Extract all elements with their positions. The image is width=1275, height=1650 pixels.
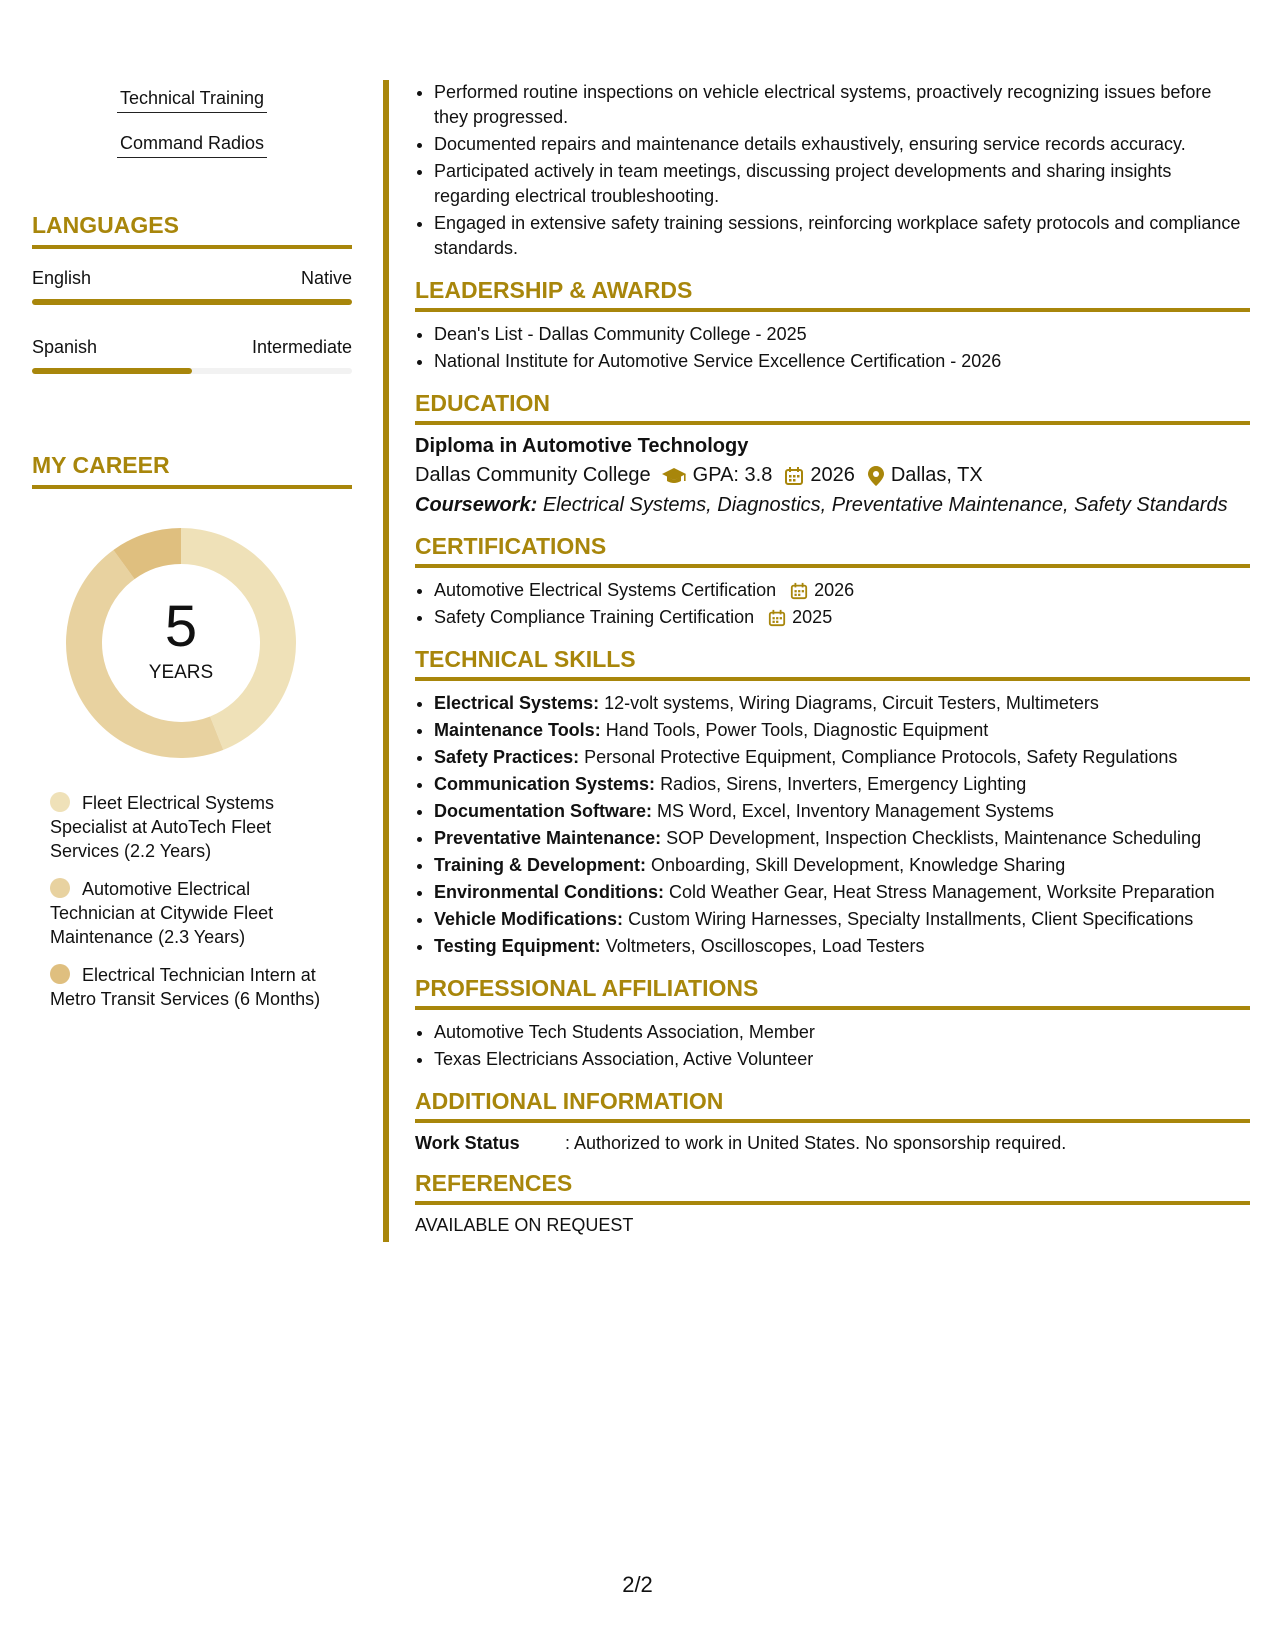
graduation-cap-icon (661, 466, 687, 486)
skill-value: SOP Development, Inspection Checklists, Maintenance Scheduling (666, 828, 1202, 848)
list-item (434, 691, 1250, 716)
certifications-list (415, 578, 1250, 630)
skill-value: Onboarding, Skill Development, Knowledge Sharing (651, 855, 1066, 875)
cert-name: • Automotive Electrical Systems Certification (434, 580, 777, 600)
degree-title: Diploma in Automotive Technology (415, 435, 749, 457)
skill-value: Hand Tools, Power Tools, Diagnostic Equipment (605, 720, 989, 740)
skill-label: Training & Development: (434, 855, 647, 875)
education-heading: EDUCATION (415, 390, 1250, 425)
cert-year: 2026 (814, 580, 855, 600)
map-pin-icon (867, 465, 885, 487)
legend-dot (50, 792, 70, 812)
list-item (434, 605, 1250, 630)
career-item-text: Fleet Electrical Systems Specialist at AutoTech Fleet Services (2.2 Years) (50, 793, 275, 861)
right-column (415, 80, 1250, 1252)
additional-heading: ADDITIONAL INFORMATION (415, 1088, 1250, 1123)
list-item: • Engaged in extensive safety training sessions, reinforcing workplace safety protocols and compliance standards. (434, 211, 1250, 261)
career-legend-item (50, 791, 330, 863)
language-level: Intermediate (251, 337, 352, 357)
work-status-value: : Authorized to work in United States. No sponsorship required. (565, 1133, 1067, 1153)
language-bar (32, 368, 352, 374)
career-total-unit: YEARS (148, 662, 214, 683)
additional-section (415, 1088, 1250, 1154)
cert-year: 2025 (792, 607, 833, 627)
list-item (434, 718, 1250, 743)
page-number: 2/2 (622, 1572, 653, 1597)
list-item (434, 907, 1250, 932)
career-heading: MY CAREER (32, 452, 352, 489)
calendar-icon (768, 609, 786, 627)
experience-section (415, 80, 1250, 261)
calendar-icon (784, 466, 804, 486)
list-item (434, 826, 1250, 851)
list-item (434, 799, 1250, 824)
list-item: • Performed routine inspections on vehicle electrical systems, proactively recognizing issues before they progressed. (434, 80, 1250, 130)
school-name: Dallas Community College (415, 464, 651, 486)
school-location: Dallas, TX (890, 464, 983, 486)
skill-label: Environmental Conditions: (434, 882, 665, 902)
coursework-label: Coursework: (415, 494, 538, 516)
list-item (434, 772, 1250, 797)
experience-list (415, 80, 1250, 261)
list-item (434, 880, 1250, 905)
language-row (32, 337, 352, 358)
work-status-row (415, 1133, 1250, 1154)
skill-value: Cold Weather Gear, Heat Stress Management, Worksite Preparation (669, 882, 1215, 902)
legend-dot (50, 964, 70, 984)
career-total (66, 528, 296, 758)
coursework-list: Electrical Systems, Diagnostics, Preventative Maintenance, Safety Standards (542, 494, 1228, 516)
list-item (434, 853, 1250, 878)
language-bar-fill (32, 299, 352, 305)
graduation-year: 2026 (810, 464, 855, 486)
skill-label: Preventative Maintenance: (434, 828, 662, 848)
leadership-list (415, 322, 1250, 374)
skill-value: Voltmeters, Oscilloscopes, Load Testers (605, 936, 925, 956)
skill-label: Safety Practices: (434, 747, 580, 767)
coursework (415, 494, 1250, 517)
skill-value: Personal Protective Equipment, Compliance Protocols, Safety Regulations (584, 747, 1178, 767)
work-status-label: Work Status (415, 1133, 520, 1153)
affiliations-section (415, 975, 1250, 1072)
list-item (434, 578, 1250, 603)
certifications-section (415, 533, 1250, 630)
list-item: • Dean's List - Dallas Community College - 2025 (434, 322, 1250, 347)
cert-name: • Safety Compliance Training Certification (434, 607, 755, 627)
leadership-section (415, 277, 1250, 374)
references-section (415, 1170, 1250, 1236)
gpa: GPA: 3.8 (692, 464, 773, 486)
references-text: AVAILABLE ON REQUEST (415, 1215, 634, 1235)
career-item-text: Electrical Technician Intern at Metro Transit Services (6 Months) (50, 965, 321, 1009)
languages-heading: LANGUAGES (32, 212, 352, 249)
affiliations-heading: PROFESSIONAL AFFILIATIONS (415, 975, 1250, 1010)
legend-dot (50, 878, 70, 898)
language-level: Native (300, 268, 352, 288)
list-item: • Automotive Tech Students Association, Member (434, 1020, 1250, 1045)
career-item-text: Automotive Electrical Technician at Citywide Fleet Maintenance (2.3 Years) (50, 879, 274, 947)
language-name: Spanish (32, 337, 98, 357)
language-name: English (32, 268, 92, 288)
skills-section (415, 646, 1250, 959)
skill-label: Communication Systems: (434, 774, 656, 794)
certifications-heading: CERTIFICATIONS (415, 533, 1250, 568)
calendar-icon (790, 582, 808, 600)
language-row (32, 268, 352, 289)
leadership-heading: LEADERSHIP & AWARDS (415, 277, 1250, 312)
list-item: • National Institute for Automotive Service Excellence Certification - 2026 (434, 349, 1250, 374)
education-section (415, 390, 1250, 517)
language-bar-fill (32, 368, 192, 374)
skill-label: Documentation Software: (434, 801, 653, 821)
career-total-number: 5 (164, 594, 198, 659)
list-item: • Participated actively in team meetings, discussing project developments and sharing insights regarding electrical troubleshooting. (434, 159, 1250, 209)
language-bar (32, 299, 352, 305)
career-legend-item (50, 877, 330, 949)
career-legend-item (50, 963, 330, 1011)
column-divider (383, 80, 389, 1242)
list-item: • Documented repairs and maintenance details exhaustively, ensuring service records accuracy. (434, 132, 1250, 157)
list-item (434, 745, 1250, 770)
skill-label: Maintenance Tools: (434, 720, 601, 740)
skill-label: Electrical Systems: (434, 693, 600, 713)
skills-list (415, 691, 1250, 959)
education-details (415, 464, 1250, 487)
skills-heading: TECHNICAL SKILLS (415, 646, 1250, 681)
skill-tag: Technical Training (117, 88, 267, 113)
skill-label: Testing Equipment: (434, 936, 601, 956)
skill-tag: Command Radios (117, 133, 267, 158)
skill-value: MS Word, Excel, Inventory Management Systems (657, 801, 1054, 821)
list-item (434, 934, 1250, 959)
skill-value: Radios, Sirens, Inverters, Emergency Lighting (660, 774, 1027, 794)
skill-value: 12-volt systems, Wiring Diagrams, Circuit Testers, Multimeters (604, 693, 1099, 713)
list-item: • Texas Electricians Association, Active Volunteer (434, 1047, 1250, 1072)
skill-label: Vehicle Modifications: (434, 909, 624, 929)
skill-value: Custom Wiring Harnesses, Specialty Installments, Client Specifications (628, 909, 1194, 929)
references-heading: REFERENCES (415, 1170, 1250, 1205)
affiliations-list (415, 1020, 1250, 1072)
